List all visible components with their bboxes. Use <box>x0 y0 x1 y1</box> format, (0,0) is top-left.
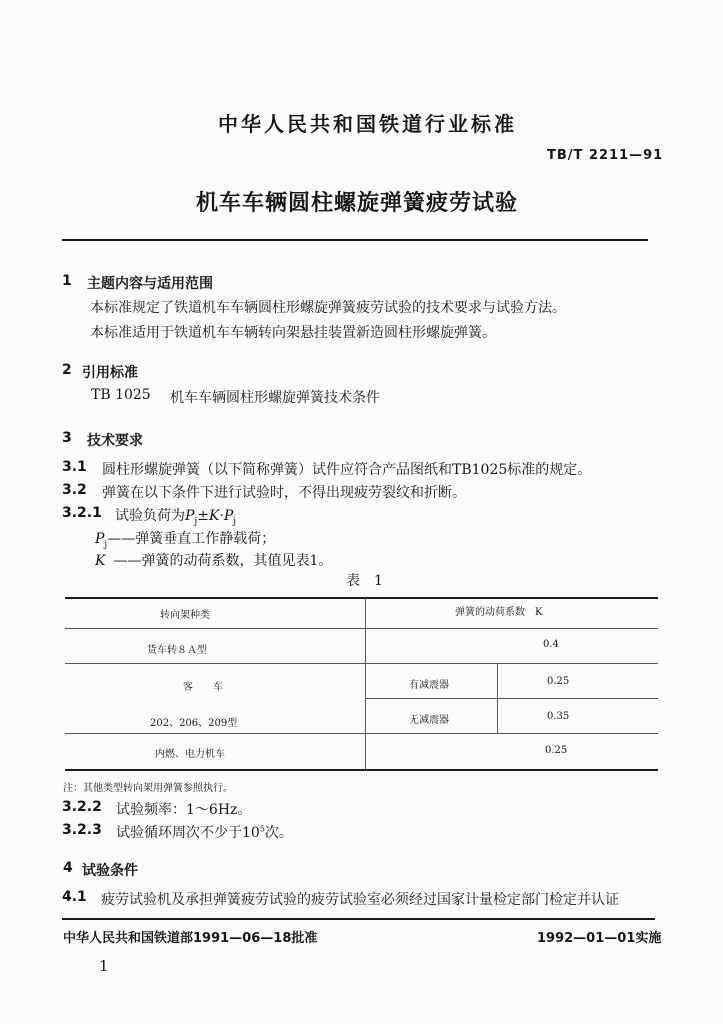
table-row-divider <box>365 698 658 699</box>
clause-3-2-2-number: 3.2.2 <box>62 799 102 815</box>
formula-sub: j <box>194 516 198 527</box>
page-number: 1 <box>99 957 109 975</box>
clause-3-1-number: 3.1 <box>62 459 87 475</box>
table-cell-type: 内燃、电力机车 <box>155 749 225 760</box>
clause-3-2-text: 弹簧在以下条件下进行试验时，不得出现疲劳裂纹和折断。 <box>102 485 466 501</box>
section-2-number: 2 <box>62 362 72 378</box>
table-cell-subtype: 有减震器 <box>409 680 449 691</box>
formula-op: ± <box>197 508 209 524</box>
clause-3-2-3-text: 试验循环周次不少于$10^5$次。 <box>116 824 293 841</box>
footer-rule <box>62 918 655 920</box>
table-header-divider <box>65 628 658 629</box>
table-row-divider <box>65 733 658 734</box>
section-1-number: 1 <box>62 273 72 289</box>
clause-3-2-1-number: 3.2.1 <box>62 505 102 521</box>
formula-k: K <box>208 508 220 524</box>
effective-date: 1992—01—01实施 <box>537 931 662 946</box>
clause-3-2-number: 3.2 <box>62 482 87 498</box>
table-cell-type: 202、206、209型 <box>150 718 238 729</box>
reference-title: 机车车辆圆柱形螺旋弹簧技术条件 <box>170 390 380 406</box>
clause-3-2-2-text: 试验频率：1～6Hz。 <box>116 802 252 818</box>
table-row-divider <box>65 663 658 664</box>
table-caption: 表 1 <box>346 573 383 589</box>
table-cell-type: 客 车 <box>183 682 223 693</box>
table-column-divider <box>365 598 366 769</box>
formula-dot: · <box>219 508 224 524</box>
clause-4-1-text: 疲劳试验机及承担弹簧疲劳试验的疲劳试验室必须经过国家计量检定部门检定并认证 <box>101 892 619 908</box>
clause-3-2-1-text: 试验负荷为$P_j\pm K\cdot P_j$ <box>115 508 237 527</box>
section-1-heading: 主题内容与适用范围 <box>87 276 213 292</box>
title-rule <box>62 239 648 241</box>
section-1-paragraph-1: 本标准规定了铁道机车车辆圆柱形螺旋弹簧疲劳试验的技术要求与试验方法。 <box>90 300 566 316</box>
table-header-dynamic-coefficient: 弹簧的动荷系数 K <box>455 607 543 618</box>
table-column-divider <box>497 663 498 733</box>
clause-3-1-text: 圆柱形螺旋弹簧（以下简称弹簧）试件应符合产品图纸和TB1025标准的规定。 <box>102 462 592 478</box>
table-cell-type: 货车转８Ａ型 <box>147 645 207 656</box>
standard-code: TB/T 2211—91 <box>547 148 664 163</box>
document-title: 机车车辆圆柱螺旋弹簧疲劳试验 <box>196 191 519 216</box>
table-header-bogie-type: 转向架种类 <box>160 610 210 621</box>
definition-pj: $P_j——$弹簧垂直工作静载荷； <box>95 531 276 550</box>
standard-family: 中华人民共和国铁道行业标准 <box>218 112 517 136</box>
formula-p: P <box>185 508 195 524</box>
table-cell-k: 0.4 <box>543 639 559 650</box>
clause-4-1-number: 4.1 <box>62 889 87 905</box>
section-1-paragraph-2: 本标准适用于铁道机车车辆转向架悬挂装置新造圆柱形螺旋弹簧。 <box>90 325 496 341</box>
table-cell-k: 0.25 <box>547 676 570 687</box>
section-3-heading: 技术要求 <box>87 433 143 449</box>
table-note: 注：其他类型转向架用弹簧参照执行。 <box>63 783 233 794</box>
section-4-heading: 试验条件 <box>82 863 138 879</box>
clause-3-2-3-number: 3.2.3 <box>62 822 102 838</box>
table-top-rule <box>65 597 658 599</box>
table-bottom-rule <box>65 769 658 771</box>
table-cell-k: 0.35 <box>547 711 570 722</box>
approval-date: 中华人民共和国铁道部1991—06—18批准 <box>63 931 318 946</box>
table-cell-subtype: 无减震器 <box>409 715 449 726</box>
section-2-heading: 引用标准 <box>82 365 138 381</box>
reference-code: TB 1025 <box>91 387 151 403</box>
definition-k: K ——弹簧的动荷系数，其值见表1。 <box>95 553 333 569</box>
section-3-number: 3 <box>62 430 72 446</box>
section-4-number: 4 <box>63 860 73 876</box>
table-cell-k: 0.25 <box>545 745 568 756</box>
